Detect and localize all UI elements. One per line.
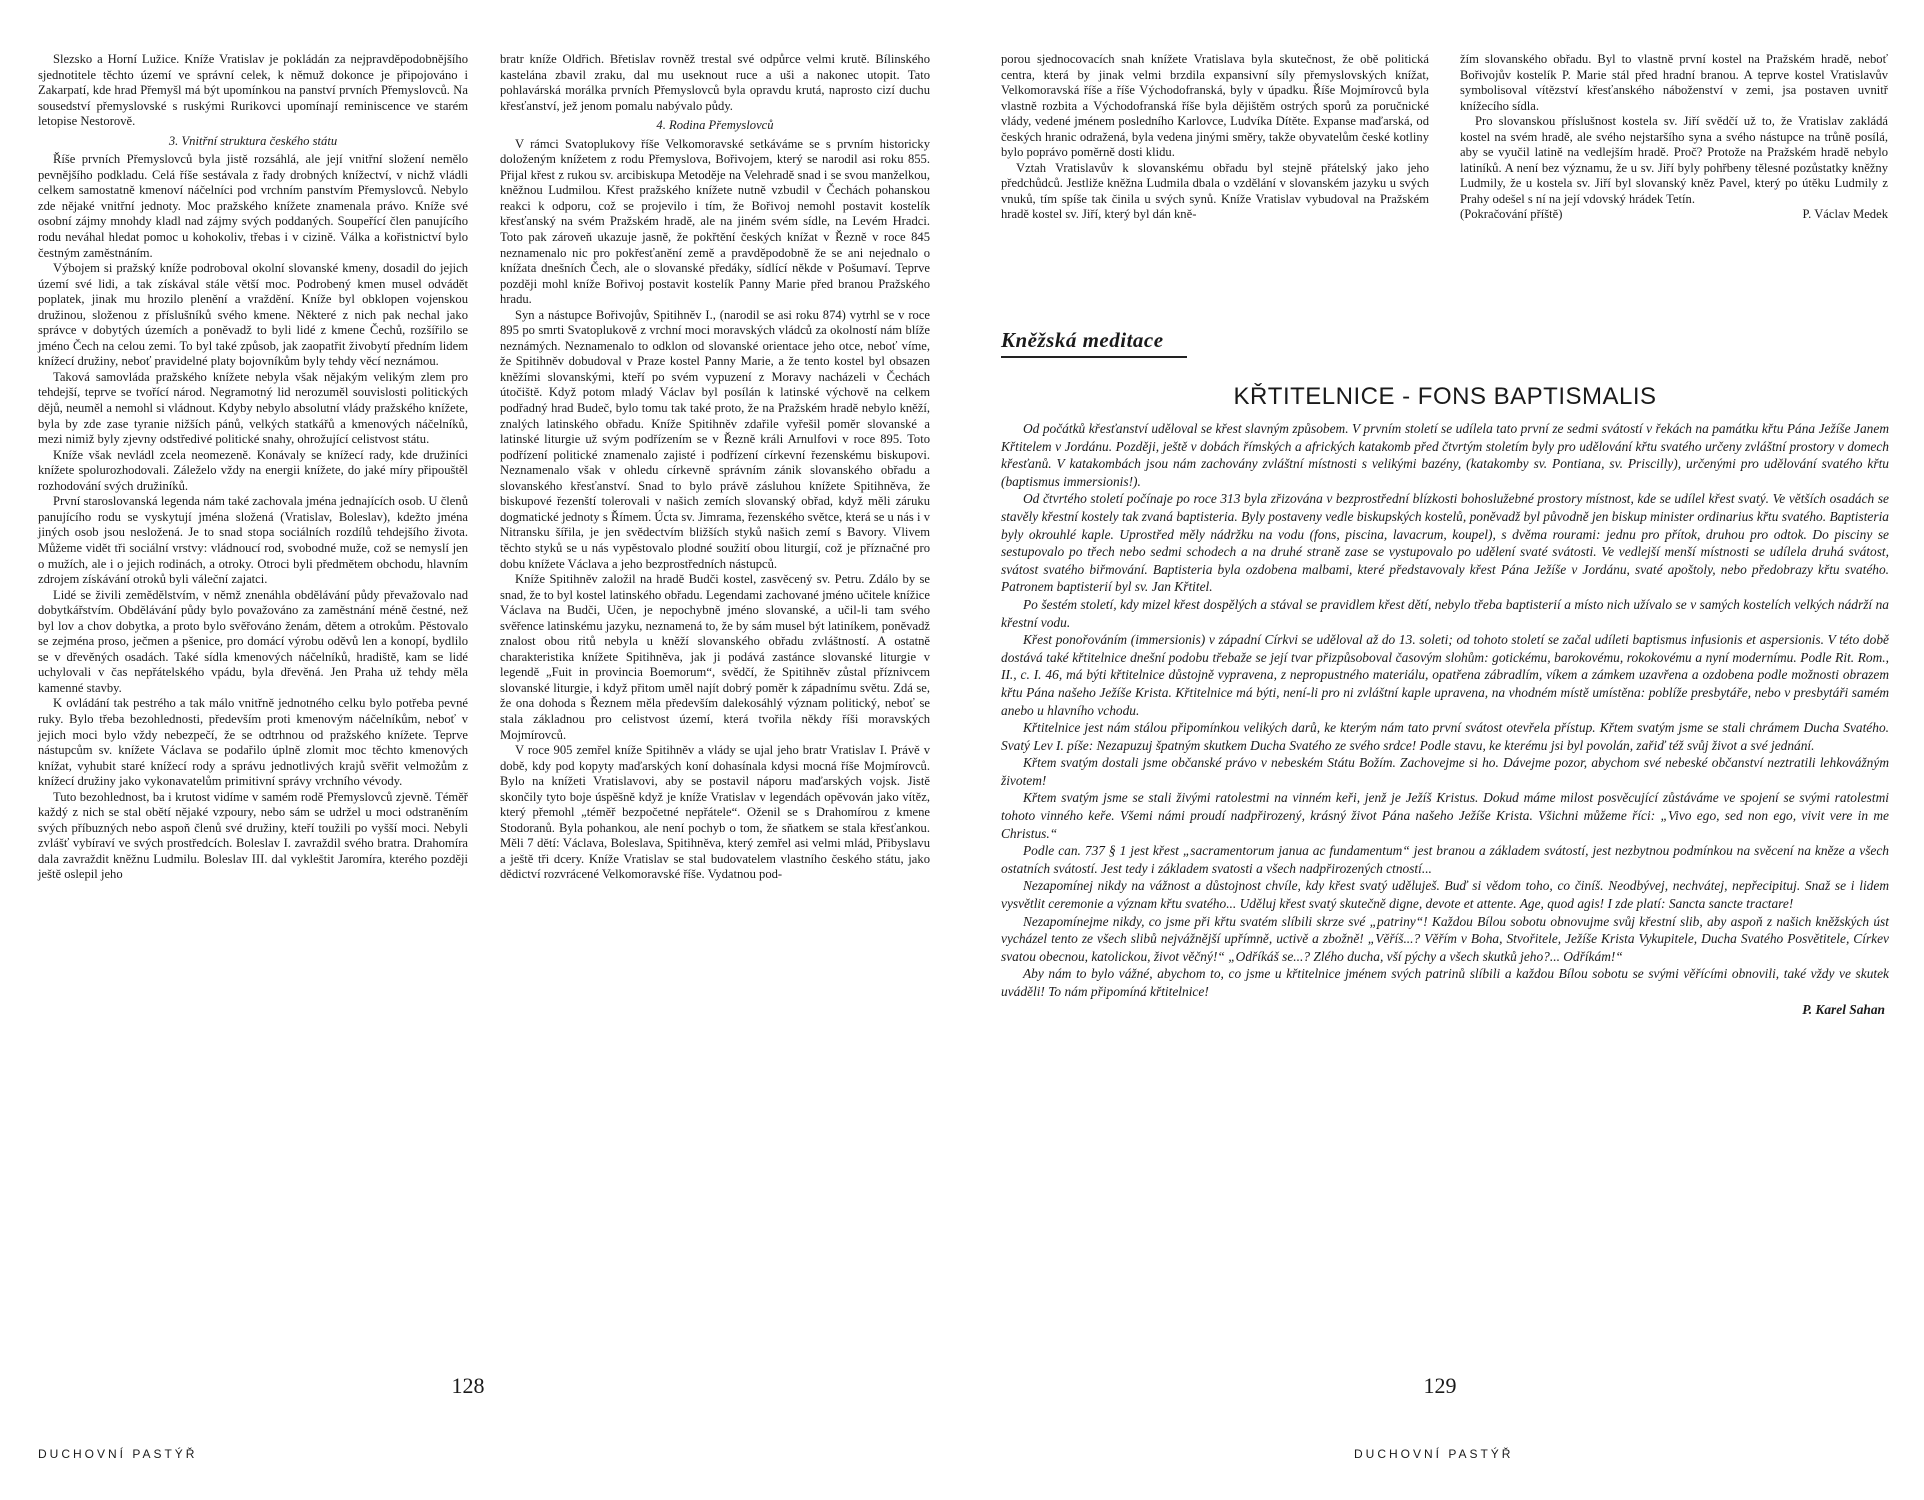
paragraph: V rámci Svatoplukovy říše Velkomoravské setkáváme se s prvním historicky doloženým knížetem z rodu Přemyslova, Bořivojem, který se narodil asi roku 855. Přijal křest z rukou sv. arcibiskupa Metoděje na Velehradě snad i se svou manželkou, kněžnou Ludmilou. Křest pražského knížete nutně vzbudil v Čechách pohanskou reakci k odporu, což se projevilo i tím, že Bořivoj nemohl postavit kostelík křesťanský na svém Pražském hradě, ale na jiném svém sídle, na Levém Hradci. Toto pak zároveň ukazuje jasně, že pokřtění českých knížat v Řezně v roce 845 neznamenalo nic pro pokřesťanění země a pravděpodobně že se ani nejednalo o knížata dnešních Čech, ale o slovanské předáky, sídlící někde v Pošumaví. Teprve později mohl kníže Bořivoj postavit kostelík Panny Marie před branou Pražského hradu. — [500, 136, 930, 307]
subheading: 3. Vnitřní struktura českého státu — [168, 133, 338, 148]
journal-footer: DUCHOVNÍ PASTÝŘ — [38, 1447, 198, 1461]
paragraph: Kníže však nevládl zcela neomezeně. Konávaly se knížecí rady, kde družiníci knížete spolurozhodovali. Záleželo vždy na energii knížete, do jaké míry připouštěl rozhodování svých družiníků. — [38, 447, 468, 493]
paragraph: K ovládání tak pestrého a tak málo vnitřně jednotného celku bylo potřeba pevné ruky. Bylo třeba bezohlednosti, především proti kmenovým náčelníkům, neboť v jejich moci bylo vždy nebezpečí, že se odtrhnou od pražského knížete. Teprve nástupcům sv. knížete Václava se podařilo úplně zlomit moc těchto kmenových knížat, vyhubit staré knížecí rody a správu jednotlivých krajů svěřit velmožům z knížecí družiny jako vykonavatelům primitivní správy vrchního vévody. — [38, 696, 468, 789]
left-page-column-1 — [38, 52, 468, 883]
article-body — [1001, 420, 1889, 1018]
paragraph: porou sjednocovacích snah knížete Vratislava byla skutečnost, že obě politická centra, která by jinak velmi brzdila expansivní síly přemyslovských knížat, Velkomoravská říše a říše Východofranská, byly v úpadku. Říše Mojmírovců byla vlastně rozbita a Východofranská říše byla dějištěm ostrých sporů za poručnické vlády, vedené jménem posledního Karlovce, Ludvíka Dítěte. Expanse maďarská, od českých hranic odražená, byla vedena jinými směry, takže obyvatelům české kotliny bylo poprávo poměrně dosti klidu. — [1001, 52, 1429, 160]
section-label: Kněžská meditace — [1001, 328, 1164, 352]
article-paragraph: Křtitelnice jest nám stálou připomínkou velikých darů, ke kterým nám tato první svátost otevřela přístup. Křtem svatým jsme se stali chrámem Ducha Svatého. Svatý Lev I. píše: Nezapuzuj špatným skutkem Ducha Svatého ze svého srdce! Podle stavu, ke kterému jsi byl povolán, zařiď též svůj život a své jednání. — [1001, 720, 1889, 753]
paragraph: Tuto bezohlednost, ba i krutost vidíme v samém rodě Přemyslovců zjevně. Téměř každý z nich se stal obětí nějaké vzpoury, nebo sám se udržel u moci odstraněním svých příbuzných nebo aspoň členů své družiny, kteří toužili po vyšší moci. Nebyli zvlášť vybíraví ve svých prostředcích. Boleslav I. zavraždil svého bratra. Drahomíra dala zavraždit kněžnu Ludmilu. Boleslav III. dal vykleštit Jaromíra, kterého později ještě oslepil jeho — [38, 789, 468, 882]
paragraph: Vztah Vratislavův k slovanskému obřadu byl stejně přátelský jako jeho předchůdců. Jestliže kněžna Ludmila dbala o vzdělání v slovanském jazyku u svých vnuků, tím spíše tak činila u svých synů. Kníže Vratislav vybudoval na Pražském hradě kostel sv. Jiří, který byl dán kně- — [1001, 160, 1429, 222]
paragraph: Říše prvních Přemyslovců byla jistě rozsáhlá, ale její vnitřní složení nemělo pevnějšího podkladu. Celá říše sestávala z řady drobných knížectví, v nichž vládli celkem samostatně kmenoví náčelníci pod vrchním panstvím Přemyslovců. Nebylo zde nějaké vnitřní jednoty. Moc pražského knížete znamenala právo. Kníže své osobní zájmy mnohdy kladl nad zájmy svých poddaných. Soupeřící člen panujícího rodu neváhal hledat pomoc u kohokoliv, třebas i v cizině. Válka a kořistnictví bylo čestným zaměstnáním. — [38, 152, 468, 260]
paragraph: Taková samovláda pražského knížete nebyla však nějakým velikým zlem pro tehdejší, teprve se tvořící národ. Negramotný lid nerozuměl souvislosti politických dějů, neuměl a nemohl si vládnout. Kdyby nebylo absolutní vlády pražského knížete, byla by zde zase tyranie nižších pánů, velkých statkářů a kmenových náčelníků, mezi nimiž byly zjevny odstředivé politické snahy, ohrožující celistvost státu. — [38, 369, 468, 447]
page-number: 128 — [451, 1373, 485, 1398]
right-page-column-1 — [1001, 52, 1429, 223]
article-paragraph: Podle can. 737 § 1 jest křest „sacramentorum janua ac fundamentum“ jest branou a základem svátostí, jest nezbytnou podmínkou na svěcení na kněze a všech ostatních svátostí. Jest tedy i základem svatosti a všech nadpřirozených ctností... — [1001, 843, 1889, 876]
article-title: KŘTITELNICE - FONS BAPTISMALIS — [1233, 383, 1657, 410]
page-number: 129 — [1423, 1373, 1457, 1398]
paragraph: První staroslovanská legenda nám také zachovala jména jednajících osob. U členů panujícího rodu se vyskytují jména složená (Vratislav, Boleslav), kdežto jména jiných osob jsou nesložená. Je to snad stopa sociálních rozdílů tehdejšího života. Můžeme vidět tři sociální vrstvy: vládnoucí rod, svobodné muže, což se nemyslí jen o mužích, ale i o jejich rodinách, a otroky. Otroci byli předmětem obchodu, hlavním zdrojem získávání otroků byli váleční zajatci. — [38, 494, 468, 587]
author-signature: P. Václav Medek — [1802, 207, 1888, 222]
right-page — [962, 0, 1924, 1500]
paragraph: Slezsko a Horní Lužice. Kníže Vratislav je pokládán za nejpravděpodobnějšího sjednotitele těchto území ve správní celek, k němuž dokonce je připojováno i Zakarpatí, kde hrad Přemyšl má být upomínkou na panství prvních Přemyslovců. Na sousedství přemyslovské s ruskými Rurikovci upomínají reminiscence ve starém letopise Nestorově. — [38, 52, 468, 129]
signature-row — [1460, 207, 1888, 223]
article-paragraph: Křtem svatým dostali jsme občanské právo v nebeském Státu Božím. Zachovejme si ho. Dávejme pozor, abychom své nebeské občanství neztratili lehkovážným životem! — [1001, 755, 1889, 788]
column-content — [1460, 52, 1888, 207]
article-paragraph: Křtem svatým jsme se stali živými ratolestmi na vinném keři, jenž je Ježíš Kristus. Dokud máme milost posvěcující zůstáváme ve spojení se svými ratolestmi tohoto vinného keře. Všemi námi proudí nadpřirozený, krásný život Pána našeho Ježíše Krista. Všichni můžeme říci: „Vivo ego, sed non ego, vivit vere in me Christus.“ — [1001, 790, 1889, 841]
article-paragraph: Křest ponořováním (immersionis) v západní Církvi se uděloval až do 13. soleti; od tohoto století se začal udíleti baptismus infusionis et aspersionis. V této době dostává také křtitelnice dnešní podobu třebaže se její tvar přizpůsoboval časovým slohům: gotickému, barokovému, rokokovému a nyní modernímu. Podle Rit. Rom., II., c. I. 46, má býti křtitelnice důstojně vypravena, z nepropustného materiálu, opatřena zábradlím, víkem a zámkem uzavřena a ozdobena podle možnosti obrazem křtu Pána našeho Ježíše Krista. Křtitelnice má býti, není-li pro ni zvláštní kaple upravena, na vhodném místě umístěna: poblíže presbytáře, nebo v presbytáři samém anebo u hlavního vchodu. — [1001, 632, 1889, 718]
article-paragraphs — [1001, 420, 1889, 1001]
section-header — [1001, 328, 1889, 358]
continued-note: (Pokračování příště) — [1460, 207, 1563, 222]
article-paragraph: Po šestém století, kdy mizel křest dospělých a stával se pravidlem křest dětí, nebylo třeba baptisterií a místo nich užívalo se v samých kostelích velkých nádrží na křestní vodu. — [1001, 596, 1889, 630]
paragraph: Lidé se živili zemědělstvím, v němž znenáhla obdělávání půdy převažovalo nad dobytkářstvím. Obdělávání půdy bylo považováno za zaměstnání méně čestné, než byl lov a chov dobytka, a proto bylo svěřováno ženám, dětem a otrokům. Pěstovalo se zejména proso, ječmen a pšenice, pro domácí výrobu oděvů len a konopí, bydlilo se v dřevěných osadách. Také sídla kmenových náčelníků, hradiště, kam se lidé uchylovali v čas nepřátelského vpádu, byla dřevěná. Jen Praha už tehdy měla kamenné stavby. — [38, 587, 468, 695]
paragraph: Výbojem si pražský kníže podroboval okolní slovanské kmeny, dosadil do jejich území své lidi, a tak získával stále větší moc. Podrobený kmen musel odvádět poplatek, jinak mu hrozilo plenění a vraždění. Kníže byl obklopen vojenskou družinou, složenou z příslušníků svého kmene. Některé z nich pak nechal jako správce v dobytých územích a poněvadž to byli lidé z kmene Čechů, rozšířilo se jméno Čech na celou zemi. To byl také způsob, jak zaopatřit živobytí předním lidem knížecí družiny, neboť pravidelné platy bojovníkům byly tehdy věcí neznámou. — [38, 261, 468, 369]
article-paragraph: Aby nám to bylo vážné, abychom to, co jsme u křtitelnice jménem svých patrinů slíbili a každou Bílou sobotu se svými věřícími obnovili, také vždy ve skutek uváděli! To nám připomíná křtitelnice! — [1001, 966, 1889, 999]
article-paragraph: Nezapomínejme nikdy, co jsme při křtu svatém slíbili skrze své „patriny“! Každou Bílou sobotu obnovujme svůj křestní slib, aby aspoň z našich kněžských úst vycházel tento ze všech slibů nejvážnější upřímně, uctivě a zbožně! „Věříš...? Věřím v Boha, Stvořitele, Ježíše Krista Vykupitele, Ducha Svatého Posvětitele, Církev svatou obecnou, katolickou, život věčný!“ „Odříkáš se...? Zlého ducha, vší pýchy a všech skutků jeho?... Odříkám!“ — [1001, 913, 1889, 964]
paragraph: žím slovanského obřadu. Byl to vlastně první kostel na Pražském hradě, neboť Bořivojův kostelík P. Marie stál před hradní branou. A teprve kostel Vratislavův symbolisoval vítězství křesťanského náboženství v zemi, jsa postaven uvnitř knížecího sídla. — [1460, 52, 1888, 113]
right-page-column-2 — [1460, 52, 1888, 223]
article-paragraph: Od čtvrtého století počínaje po roce 313 byla zřizována v bezprostřední blízkosti bohoslužebné prostory místnost, kde se udílel křest svatý. Ve větších osadách se stavěly křestní kostely tak zvaná baptisteria. Byly postaveny vedle biskupských kostelů, poněvadž byl původně jen biskup minister ordinarius křtu svatého. Baptisteria byly okrouhlé kaple. Uprostřed měly nádržku na vodu (fons, piscina, lavacrum, koupel), s dvěma rourami: jednu pro přítok, druhou pro odtok. Do piscinу se sestupovalo po třech nebo sedmi schodech a na druhé straně zase se vystupovalo po udělení svaté svátosti. Ve vedlejší menší místnosti se udílela druhá svátost, svátost svatého biřmování. Baptisteria byla ozdobena malbami, které představovaly křest Pána Ježíše v Jordánu, svaté apoštoly, nebo předobrazy křtu svatého. Patronem baptisterií byl sv. Jan Křtitel. — [1001, 491, 1889, 595]
paragraph: Syn a nástupce Bořivojův, Spitihněv I., (narodil se asi roku 874) vytrhl se v roce 895 po smrti Svatoplukově z vrchní moci moravských vládců za okolností nám blíže neznámých. Neznamenalo to odklon od slovanské orientace jeho otce, neboť víme, že Spitihněv dobudoval v Praze kostel Panny Marie, a že tento kostel byl obsazen kněžími slovanskými, kteří po svém vypuzení z Moravy nacházeli v Čechách útočiště. Když potom mladý Václav byl posílán k latinské výchově na celkem podřadný hrad Budeč, bylo tomu tak také proto, že na Pražském hradě nebylo kněží, znalých latinského obřadu. Kníže Spitihněv zdařile vyřešil poměr slovanské a latinské liturgie už svým podřízením se v Řezně králi Arnulfovi v roce 895. Toto podřízení politické znamenalo zajisté i podřízení církevní řezenskému biskupovi. Neznamenalo však v ohledu církevně správním zánik slovanského obřadu a slovanského křesťanství. Snad to bylo právě zásluhou knížete Spitihněva, že biskupové řezenští tolerovali v našich zemích slovanský obřad, když měli záruku dogmatické jednoty s Římem. Úcta sv. Jimrama, řezenského světce, která se u nás i v Nitransku šířila, je jen svědectvím bližších styků našich zemí s Bavory. Vlivem těchto styků se u nás vypěstovalo plodné soužití obou liturgií, což je příznačné pro dobu knížete Václava a jeho bezprostředních nástupců. — [500, 307, 930, 571]
subheading: 4. Rodina Přemyslovců — [656, 118, 774, 133]
paragraph: Pro slovanskou příslušnost kostela sv. Jiří svědčí už to, že Vratislav zakládá kostel na svém hradě, ale svého nejstaršího syna a svého nástupce na trůně posílá, aby se vyučil latině na vedlejším hradě. Proč? Protože na Pražském hradě nebylo latiníků. A není bez významu, že u sv. Jiří byly pohřbeny tělesné pozůstatky kněžny Ludmily, že u kostela sv. Jiří byl slovanský kněz Pavel, který po útěku Ludmily z Prahy odešel s ní na její vdovský hrádek Tetín. — [1460, 114, 1888, 206]
section-rule — [1001, 356, 1187, 358]
paragraph: V roce 905 zemřel kníže Spitihněv a vlády se ujal jeho bratr Vratislav I. Právě v době, kdy pod kopyty maďarských koní dohasínala kdysi mocná říše Mojmírovců. Bylo na knížeti Vratislavovi, aby se postavil náporu maďarských vojsk. Jistě skončily tyto boje úspěšně když je kníže Vratislav v legendách opěvován jako vítěz, který přemohl „téměř bezpočetné nepřátele“. Oženil se s Drahomírou z kmene Stodoranů. Byla pohankou, ale není pochyb o tom, že sňatkem se stala křesťankou. Měli 7 dětí: Václava, Boleslava, Spitihněva, který zemřel asi velmi mlád, Přibyslavu a ještě tři dcery. Kníže Vratislav se stal budovatelem vlastního českého státu, jako dědictví rozvrácené Velkomoravské říše. Vydatnou pod- — [500, 743, 930, 882]
journal-footer: DUCHOVNÍ PASTÝŘ — [1354, 1447, 1514, 1461]
article-paragraph: Nezapomínej nikdy na vážnost a důstojnost chvíle, kdy křest svatý uděluješ. Buď si vědom toho, co činíš. Neodbývej, nechvátej, nepřecipituj. Snaž se i lidem vysvětlit ceremonie a význam křtu svatého... Uděluj křest svatý skutečně digne, devote et attente. Age, quod agis! I zde platí: Sancta sancte tractare! — [1001, 878, 1889, 912]
paragraph: bratr kníže Oldřich. Břetislav rovněž trestal své odpůrce velmi krutě. Bílinského kastelána zbavil zraku, dal mu useknout ruce a uši a nakonec utopit. Tato pohlavárská morálka prvních Přemyslovců byla opravdu krutá, naprosto cizí duchu křesťanství, jež jenom pomalu nabývalo půdy. — [500, 52, 930, 113]
left-page-column-2 — [500, 52, 930, 883]
paragraph: Kníže Spitihněv založil na hradě Budči kostel, zasvěcený sv. Petru. Zdálo by se snad, že to byl kostel latinského obřadu. Legendami zachované jméno učitele knížice Václava na Budči, Učen, je nepochybně jméno slovanské, a učil-li tam svého svěřence latinskému jazyku, neznamená to, že by sám musel být latiníkem, poněvadž znalost obou ritů nebyla u kněží slovanského obřadu zvláštností. A ostatně charakteristika knížete Spitihněva, jak ji podává zastánce slovanské liturgie v legendě „Fuit in provincia Boemorum“, svědčí, že Spitihněv zůstal příznivcem slovanské liturgie, i když přitom uměl najít dobrý poměr k západnímu světu. Zdá se, že ona dohoda s Řeznem měla především dalekosáhlý význam politický, neboť se stala základnou pro celistvost území, která tvořila někdy říši moravských Mojmírovců. — [500, 572, 930, 742]
article-paragraph: Od počátků křesťanství uděloval se křest slavným způsobem. V prvním století se udílela tato první ze sedmi svátostí v řekách na památku křtu Pána Ježíše Janem Křtitelem v Jordánu. Později, ještě v dobách římských a afrických katakomb před čtvrtým stoletím byly pro udělování křtu svatého určeny zvláštní prostory v domech křesťanů. V katakombách jsou nám zachovány zvláštní místnosti s velikými bazény, (katakomby sv. Pontiana, sv. Priscilly), určenými pro udělování svatého křtu (baptismus immersionis!). — [1001, 421, 1889, 489]
article-author: P. Karel Sahan — [1802, 1001, 1885, 1017]
